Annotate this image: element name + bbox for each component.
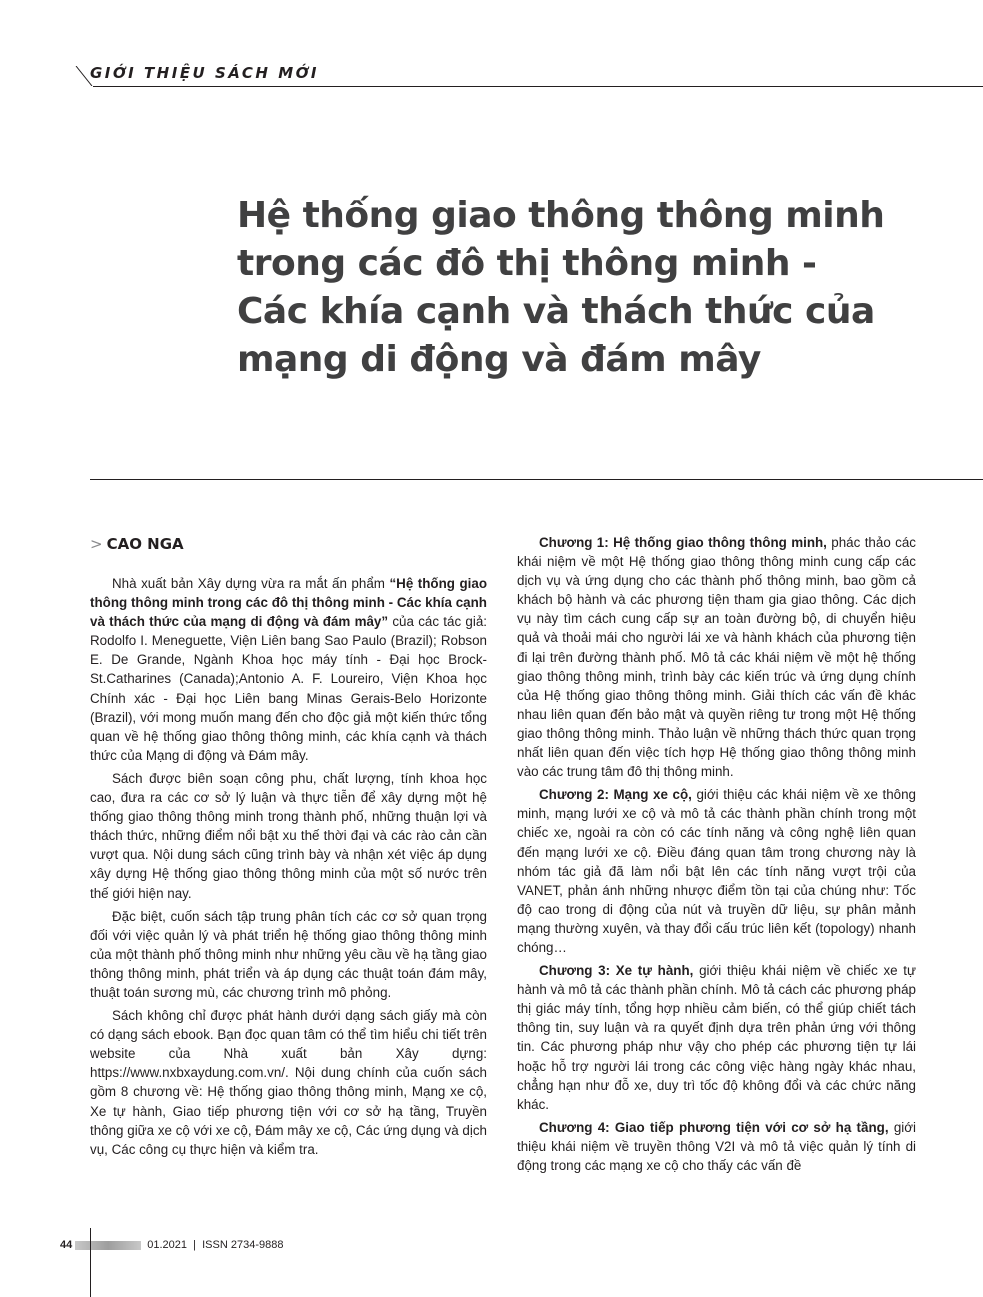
intro-text-b: của các tác giả: Rodolfo I. Meneguette, Viện Liên bang Sao Paulo (Brazil); Robson E. De Grande, Ngành Khoa học máy tính - Đại học Brock-St.Catharines (Canada);Antonio A. F. Loureiro, Viện Khoa học Chính xác - Đại học Liên bang Minas Gerais-Belo Horizonte (Brazil), với mong muốn mang đến cho độc giả một kiến thức tổng quan về hệ thống giao thông thông minh, các khía cạnh và thách thức của Mạng di động và Đám mây. — [90, 614, 488, 763]
title-line-1: Hệ thống giao thông thông minh — [237, 195, 885, 236]
issue-date: 01.2021 — [147, 1239, 188, 1251]
page-number: 44 — [60, 1239, 73, 1251]
chapter-1-heading: Chương 1: Hệ thống giao thông thông minh, — [539, 535, 827, 550]
chapter-4-text: giới thiệu khái niệm về truyền thông V2I và mô tả việc quản lý tính di động trong các mạng xe cộ cho thấy các vấn đề — [517, 1119, 916, 1173]
paragraph-3: Đặc biệt, cuốn sách tập trung phân tích các cơ sở quan trọng đối với việc quản lý và phát triển hệ thống giao thông thông minh của một thành phố thông minh như những yêu cầu về hạ tầng giao thông thông minh, phát triển và áp dụng các thuật toán đám mây, thuật toán sương mù, các chương trình mô phỏng. — [90, 908, 487, 1000]
title-rule — [90, 479, 983, 480]
footer-vertical-rule — [90, 1228, 91, 1297]
chapter-4-paragraph — [517, 1118, 916, 1175]
title-line-2: trong các đô thị thông minh - — [237, 243, 817, 284]
chapter-4-heading: Chương 4: Giao tiếp phương tiện với cơ sở hạ tầng, — [539, 1119, 889, 1135]
paragraph-4: Sách không chỉ được phát hành dưới dạng sách giấy mà còn có dạng sách ebook. Bạn đọc quan tâm có thể tìm hiểu chi tiết trên website của Nhà xuất bản Xây dựng: https://www.nxbxaydung.com.vn/. Nội dung chính của cuốn sách gồm 8 chương về: Hệ thống giao thông thông minh, Mạng xe cộ, Xe tự hành, Giao tiếp phương tiện với cơ sở hạ tầng, Truyền thông giữa xe cộ với xe cộ, Đám mây xe cộ, Các ứng dụng và dịch vụ, Các công cụ thực hiện và kiểm tra. — [90, 1008, 487, 1157]
book-title-bold: “Hệ thống giao thông thông minh trong các đô thị thông minh - Các khía cạnh và thách thức của mạng di động và đám mây” — [90, 576, 487, 630]
title-line-4: mạng di động và đám mây — [237, 339, 761, 380]
footer-separator: | — [193, 1239, 196, 1251]
magazine-masthead-logo — [75, 1241, 141, 1250]
chapter-2-heading: Chương 2: Mạng xe cộ, — [539, 787, 692, 803]
byline-marker: > — [90, 535, 103, 553]
body-column-left — [90, 574, 487, 1163]
section-label: GIỚI THIỆU SÁCH MỚI — [90, 64, 319, 82]
chapter-3-heading: Chương 3: Xe tự hành, — [539, 963, 694, 979]
chapter-2-text: giới thiệu các khái niệm về xe thông minh, mạng lưới xe cộ và mô tả các thành phần chính trong một chiếc xe, ngoài ra còn có các tính năng và công nghệ liên quan đến mạng lưới xe cộ. Điều đáng quan tâm trong chương này là nhóm tác giả đã làm nổi bật lên các tính năng vượt trội của VANET, phản ánh những nhược điểm tồn tại của chúng như: Tốc độ cao trong di động của nút và truyền dữ liệu, sự phân mảnh mạng thường xuyên, và thay đổi cấu trúc liên kết (topology) nhanh chóng… — [517, 787, 916, 955]
issn: ISSN 2734-9888 — [202, 1239, 284, 1251]
body-column-right — [517, 533, 916, 1179]
paragraph-intro — [90, 574, 487, 765]
chapter-3-text: giới thiệu khái niệm về chiếc xe tự hành và mô tả các thành phần chính. Mô tả cách các phương pháp thị giác máy tính, tổng hợp nhiều cảm biến, có thể giúp chiết tách thông tin, suy luận và ra quyết định dựa trên phản ứng với thông tin. Các phương pháp như vậy cho phép các phương tiện tự lái hoặc hỗ trợ người lái trong các công việc hàng ngày khác nhau, chẳng hạn như đỗ xe, duy trì tốc độ không đổi và các chức năng khác. — [517, 963, 916, 1112]
author-name: CAO NGA — [106, 535, 184, 553]
header-rule — [93, 86, 983, 87]
chapter-2-paragraph — [517, 785, 916, 957]
page-footer — [60, 1236, 283, 1254]
chapter-1-text: phác thảo các khái niệm về một Hệ thống giao thông thông minh cung cấp các dịch vụ và ứng dụng cho các thành phố thông minh, bao gồm cả khách bộ hành và các phương tiện tham gia giao thông. Các dịch vụ này tìm cách cung cấp sự an toàn đường bộ, di chuyển hiệu quả và thoải mái cho người lái xe và hành khách của phương tiện đi lại trên đường thành phố. Mô tả các khái niệm về một hệ thống giao thông thông minh, trình bày các kiến trúc và ứng dụng chính của Hệ thống giao thông thông minh. Giải thích các vấn đề khác nhau liên quan đến bảo mật và quyền riêng tư trong một Hệ thống giao thông thông minh. Thảo luận về những thách thức quan trọng nhất liên quan đến việc tích hợp Hệ thống giao thông thông minh vào các trung tâm đô thị thông minh. — [517, 535, 916, 780]
intro-text-a: Nhà xuất bản Xây dựng vừa ra mắt ấn phẩm — [112, 576, 390, 591]
title-line-3: Các khía cạnh và thách thức của — [237, 291, 875, 332]
chapter-1-paragraph — [517, 533, 916, 781]
article-title — [237, 192, 937, 384]
author-byline — [90, 535, 184, 553]
chapter-3-paragraph — [517, 961, 916, 1114]
paragraph-2: Sách được biên soạn công phu, chất lượng, tính khoa học cao, đưa ra các cơ sở lý luận và thực tiễn để xây dựng một hệ thống giao thông thông minh trong thành phố, những thuận lợi và thách thức, những điểm nổi bật xu thế thời đại và các rào cản cần vượt qua. Nội dung sách cũng trình bày và nhận xét việc áp dụng xây dựng Hệ thống giao thông thông minh của một số nước trên thế giới hiện nay. — [90, 770, 487, 901]
